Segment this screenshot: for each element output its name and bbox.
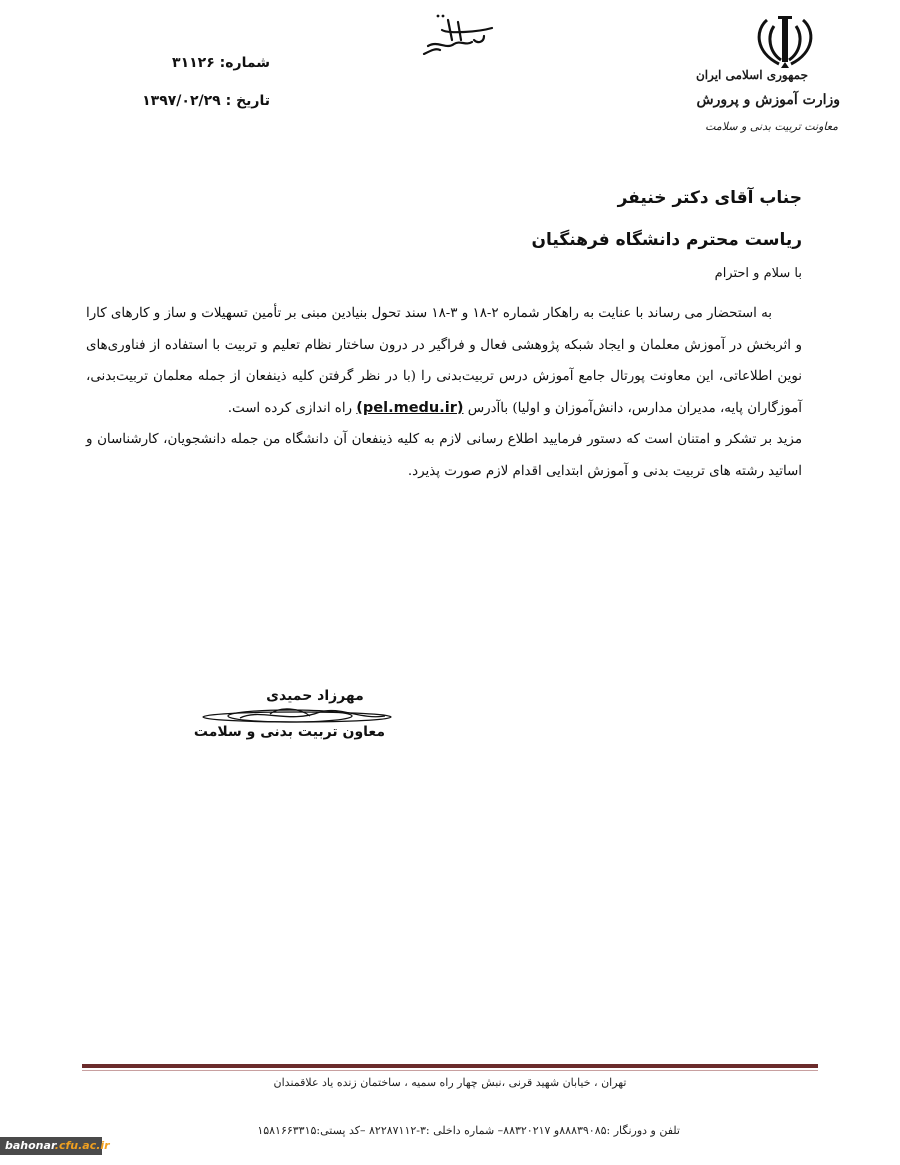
footer-contact: تلفن و دورنگار :۸۸۸۳۹۰۸۵و ۸۸۳۲۰۲۱۷– شماره داخلی :۳-۸۲۲۸۷۱۱۲ –کد پستی:۱۵۸۱۶۶۳۳۱۵ [257,1124,680,1137]
greeting: با سلام و احترام [714,266,802,281]
footer-address: تهران ، خیابان شهید قرنی ،نبش چهار راه سمیه ، ساختمان زنده یاد علاقمندان [273,1076,627,1089]
letter-date [142,93,270,109]
watermark-part-2: .cfu.ac.ir [54,1139,110,1152]
letter-body [86,298,802,487]
paragraph-1-ending: راه اندازی کرده است. [227,400,353,416]
ministry-line-deputy: معاونت تربیت بدنی و سلامت [705,120,838,133]
footer-divider [82,1064,818,1068]
letter-date-label: تاریخ : [225,93,270,109]
signatory-name: مهرزاد حمیدی [266,688,364,704]
paragraph-1-text: به استحضار می رساند با عنایت به راهکار شماره ۲-۱۸ و ۳-۱۸ سند تحول بنیادین مبنی بر تأمین تسهیلات و ساز و کارهای کارا و اثربخش در آموزش معلمان و ایجاد شبکه پژوهشی فعال و فراگیر در درون ساختار نظام تعلیم و تربیت با استفاده از فناوری‌های نوین اطلاعاتی، این معاونت پورتال جامع آموزش درس تربیت‌بدنی را (با در نظر گرفتن کلیه ذینفعان از جمله معلمان تربیت‌بدنی، آموزگاران پایه، مدیران مدارس، دانش‌آموزان و اولیا) باآدرس [86,306,802,416]
letter-number-value: ۳۱۱۲۶ [172,55,215,71]
signatory-title: معاون تربیت بدنی و سلامت [193,724,385,740]
recipient-name: جناب آقای دکتر خنیفر [617,188,802,208]
portal-link[interactable]: (pel.medu.ir) [356,399,464,416]
footer-divider-thin [82,1070,818,1071]
letter-number [172,55,270,71]
letter-date-value: ۱۳۹۷/۰۲/۲۹ [142,93,221,109]
bismillah-calligraphy [418,10,498,55]
site-watermark [0,1137,110,1155]
ministry-line-education: وزارت آموزش و پرورش [696,92,840,108]
body-paragraph-1 [86,298,802,424]
ministry-line-republic: جمهوری اسلامی ایران [695,68,808,82]
letter-number-label: شماره: [219,55,270,71]
watermark-part-1: bahonar [5,1139,55,1152]
recipient-title: ریاست محترم دانشگاه فرهنگیان [531,230,802,250]
body-paragraph-2: مزید بر تشکر و امتنان است که دستور فرمایید اطلاع رسانی لازم به کلیه ذینفعان آن دانشگاه من جمله دانشجویان، کارشناسان و اساتید رشته های تربیت بدنی و آموزش ابتدایی اقدام لازم صورت پذیرد. [86,432,802,479]
iran-emblem-icon [745,12,825,70]
